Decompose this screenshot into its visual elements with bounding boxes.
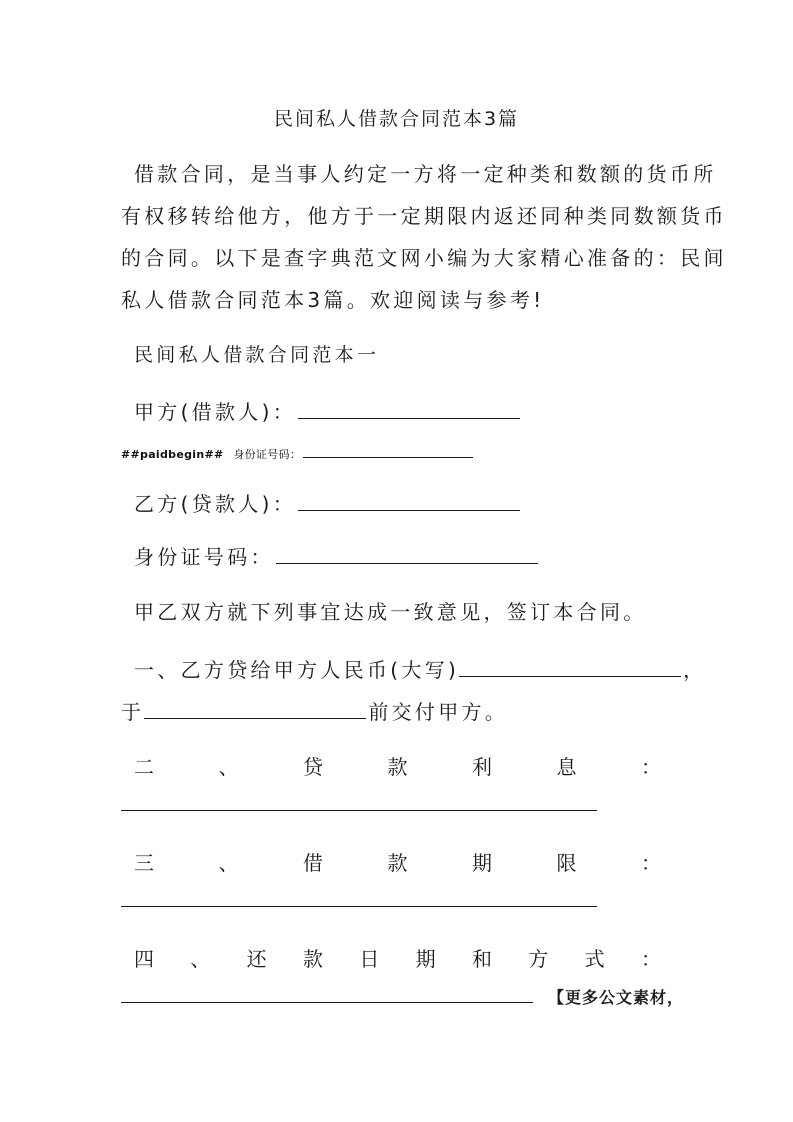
- id-label: 身份证号码：: [134, 545, 274, 569]
- clause4-char: 日: [359, 947, 380, 971]
- clause4-blank: [121, 1002, 533, 1003]
- clause3-char: 、: [218, 851, 239, 875]
- clause2-char: 款: [387, 755, 408, 779]
- clause3-blank: [121, 906, 597, 907]
- clause3-char: 借: [303, 851, 323, 875]
- clause1-amount-blank: [459, 656, 681, 677]
- clause1-date-blank: [144, 698, 366, 719]
- footer-note: 【更多公文素材，: [548, 988, 685, 1007]
- clause2-blank: [121, 810, 597, 811]
- id-blank: [276, 543, 538, 564]
- clause2-char: 贷: [303, 755, 323, 779]
- intro-line-4: 私人借款合同范本3篇。欢迎阅读与参考!: [121, 288, 545, 312]
- clause2-char: 二: [134, 755, 154, 779]
- party-b-label: 乙方(贷款人)：: [134, 492, 297, 516]
- id-label-small: 身份证号码：: [233, 448, 302, 461]
- paid-id-row: [121, 446, 475, 462]
- clause3-char: 限: [556, 851, 577, 875]
- party-b-blank: [298, 490, 520, 511]
- clause3-char: 三: [134, 851, 154, 875]
- clause4-char: ：: [640, 947, 661, 971]
- intro-line-1: 借款合同，是当事人约定一方将一定种类和数额的货币所: [134, 162, 717, 186]
- clause1-comma: ，: [683, 658, 707, 682]
- party-a-label: 甲方(借款人)：: [134, 400, 297, 424]
- clause4-char: 四: [134, 947, 154, 971]
- party-b-row: [134, 488, 522, 517]
- clause4-heading: [121, 943, 661, 972]
- clause2-char: 利: [472, 755, 492, 779]
- clause3-char: 期: [472, 851, 492, 875]
- clause4-char: 还: [246, 947, 267, 971]
- id-small-blank: [303, 447, 473, 458]
- clause2-heading: [121, 751, 661, 780]
- clause4-char: 方: [528, 947, 549, 971]
- clause4-char: 、: [190, 947, 211, 971]
- clause4-char: 和: [471, 947, 492, 971]
- agreement-line: 甲乙双方就下列事宜达成一致意见，签订本合同。: [134, 600, 647, 624]
- intro-line-2: 有权移转给他方，他方于一定期限内返还同种类同数额货币: [121, 204, 727, 228]
- clause1-line1: [134, 654, 706, 683]
- clause3-heading: [121, 847, 661, 876]
- party-a-row: [134, 396, 522, 425]
- paid-marker: ##paidbegin##: [121, 448, 224, 461]
- clause2-char: 、: [218, 755, 239, 779]
- clause2-char: ：: [641, 755, 661, 779]
- clause3-char: 款: [387, 851, 408, 875]
- clause1-start: 一、乙方贷给甲方人民币(大写): [134, 658, 460, 682]
- clause1-line2-prefix: 于: [121, 700, 145, 724]
- clause4-char: 期: [415, 947, 436, 971]
- clause1-line2-suffix: 前交付甲方。: [368, 700, 509, 724]
- clause4-char: 式: [584, 947, 605, 971]
- id-row: [134, 541, 540, 570]
- intro-line-3: 的合同。以下是查字典范文网小编为大家精心准备的：民间: [121, 246, 727, 270]
- document-title: 民间私人借款合同范本3篇: [273, 108, 520, 130]
- clause2-char: 息: [556, 755, 577, 779]
- clause1-line2: [121, 696, 508, 725]
- party-a-blank: [298, 398, 520, 419]
- clause3-char: ：: [641, 851, 661, 875]
- clause4-char: 款: [302, 947, 323, 971]
- section-heading: 民间私人借款合同范本一: [134, 344, 380, 366]
